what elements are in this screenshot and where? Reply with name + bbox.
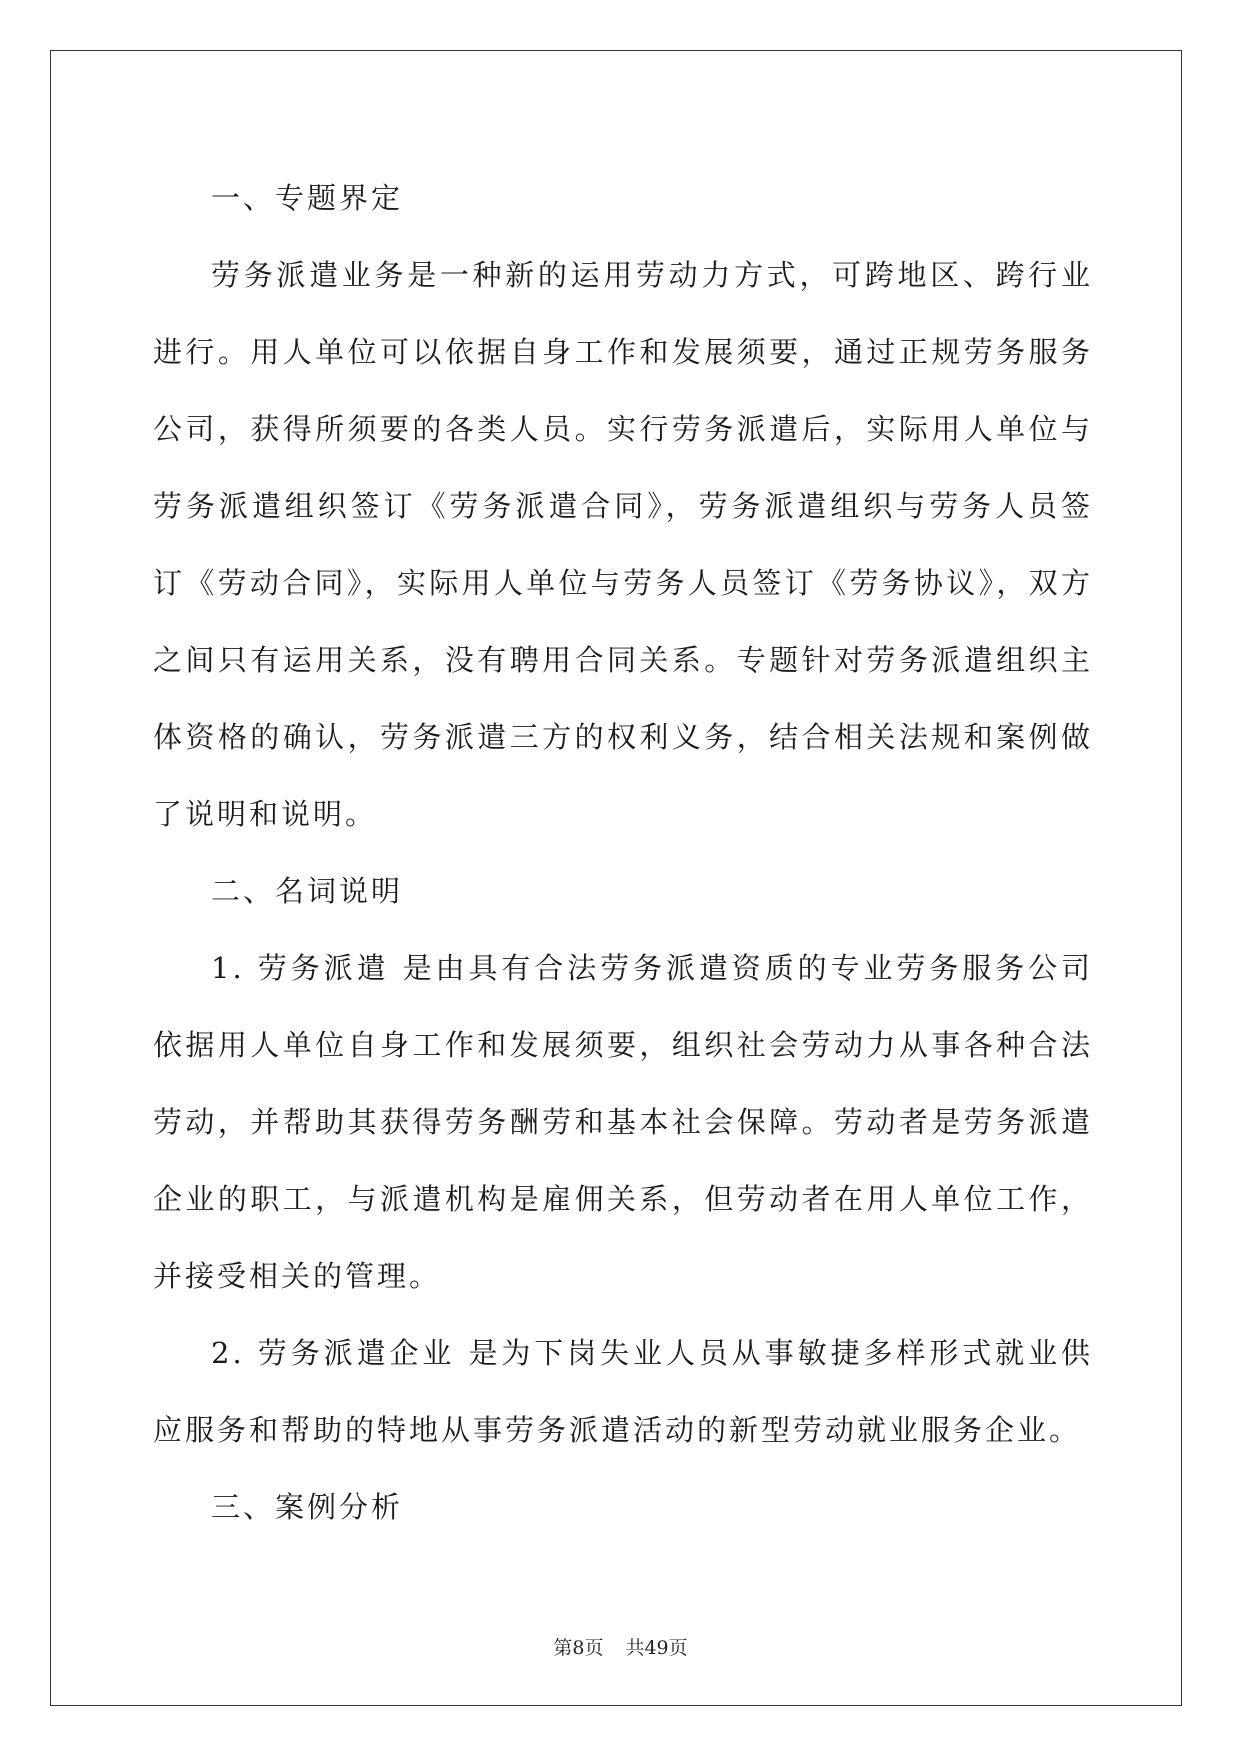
paragraph: 劳务派遣业务是一种新的运用劳动力方式，可跨地区、跨行业进行。用人单位可以依据自身工作和发展须要，通过正规劳务服务公司，获得所须要的各类人员。实行劳务派遣后，实际用人单位与劳务派遣组织签订《劳务派遣合同》，劳务派遣组织与劳务人员签订《劳动合同》，实际用人单位与劳务人员签订《劳务协议》，双方之间只有运用关系，没有聘用合同关系。专题针对劳务派遣组织主体资格的确认，劳务派遣三方的权利义务，结合相关法规和案例做了说明和说明。 (153, 258, 1093, 831)
document-body (153, 160, 1093, 1546)
paragraph: 2. 劳务派遣企业 是为下岗失业人员从事敏捷多样形式就业供应服务和帮助的特地从事劳务派遣活动的新型劳动就业服务企业。 (153, 1336, 1093, 1447)
section-heading: 二、名词说明 (211, 874, 404, 908)
page-total: 共49页 (625, 1637, 688, 1659)
page-footer (0, 1633, 1241, 1660)
section-heading: 三、案例分析 (211, 1490, 404, 1524)
page-number: 第8页 (553, 1637, 604, 1659)
section-heading: 一、专题界定 (211, 181, 404, 215)
paragraph: 1. 劳务派遣 是由具有合法劳务派遣资质的专业劳务服务公司依据用人单位自身工作和发展须要，组织社会劳动力从事各种合法劳动，并帮助其获得劳务酬劳和基本社会保障。劳动者是劳务派遣企业的职工，与派遣机构是雇佣关系，但劳动者在用人单位工作，并接受相关的管理。 (153, 951, 1093, 1293)
